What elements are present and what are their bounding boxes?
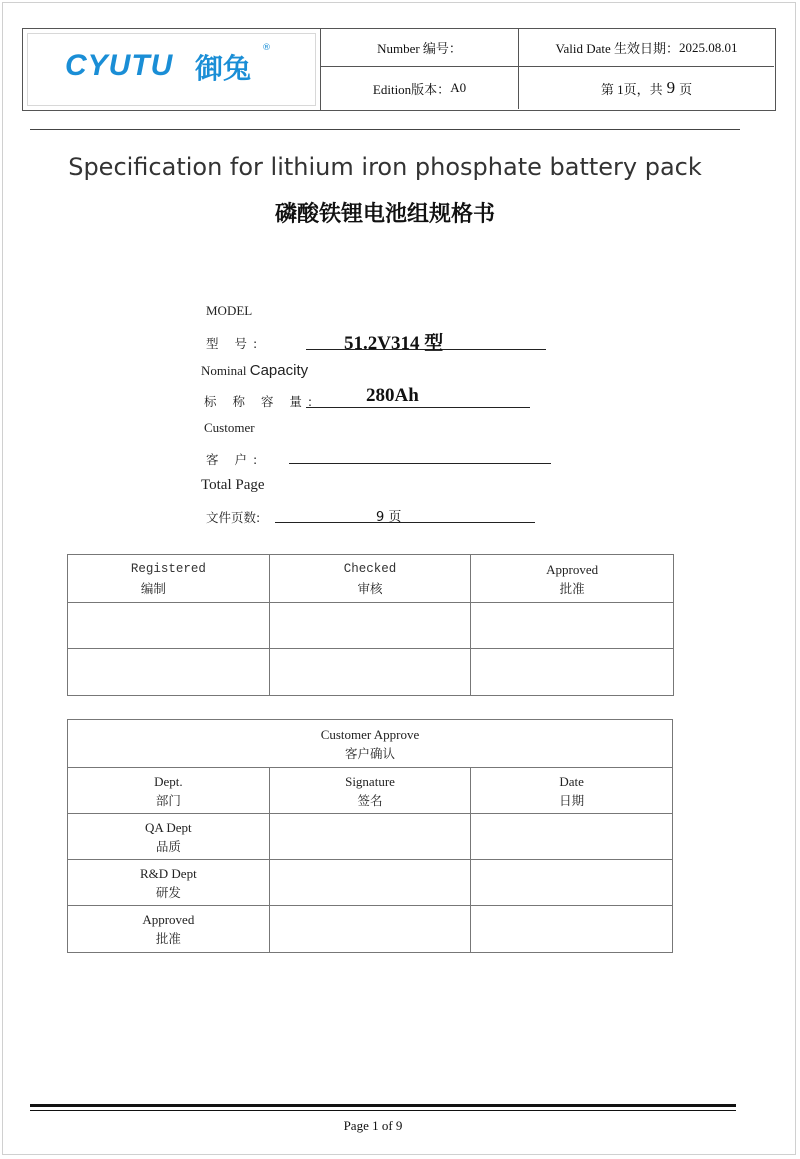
dept-cell — [68, 906, 270, 953]
dept-name-en: R&D Dept — [139, 865, 197, 881]
document-title-en: Specification for lithium iron phosphate battery pack — [68, 153, 702, 181]
header-divider — [30, 129, 740, 130]
dept-cell — [68, 814, 270, 860]
model-label-en: MODEL — [206, 303, 253, 318]
signature-label-cn: 签名 — [357, 792, 383, 808]
dept-name-cn: 研发 — [155, 884, 181, 900]
valid-date-value: 2025.08.01 — [678, 39, 738, 55]
dept-label-en: Dept. — [154, 773, 183, 789]
table-row — [68, 603, 674, 649]
page-count-total: 9 — [666, 78, 676, 97]
checked-label-en: Checked — [343, 561, 397, 576]
dept-name-en: QA Dept — [145, 819, 192, 835]
total-page-label-cn: 文件页数: — [206, 510, 261, 525]
dept-name-en: Approved — [142, 912, 195, 927]
capacity-underline — [306, 407, 530, 408]
customer-approve-title — [68, 720, 673, 768]
table-row — [68, 814, 673, 860]
table-row — [68, 649, 674, 696]
dept-cell — [68, 860, 270, 906]
date-cell[interactable] — [471, 814, 673, 860]
signature-header — [269, 768, 471, 814]
company-logo-cn: 御兔 — [195, 52, 252, 85]
signature-cell[interactable] — [471, 603, 674, 649]
registered-mark: ® — [262, 43, 271, 53]
signature-cell[interactable] — [269, 906, 471, 953]
signature-label-en: Signature — [345, 773, 395, 789]
page-footer: Page 1 of 9 — [343, 1118, 403, 1133]
sign-off-header-row — [68, 555, 674, 603]
model-label-cn: 型 号: — [206, 336, 264, 351]
signature-cell[interactable] — [269, 603, 471, 649]
model-value: 51.2V314 型 — [344, 333, 444, 354]
footer-divider-thick — [30, 1104, 736, 1107]
date-header — [471, 768, 673, 814]
company-logo: CYUTU — [65, 49, 174, 82]
signature-cell[interactable] — [471, 649, 674, 696]
capacity-value: 280Ah — [366, 385, 419, 406]
date-cell[interactable] — [471, 906, 673, 953]
customer-approve-title-cn: 客户确认 — [344, 745, 395, 761]
customer-label-en: Customer — [204, 420, 255, 435]
approved-label-en: Approved — [546, 561, 599, 577]
signature-cell[interactable] — [68, 649, 270, 696]
customer-label-cn: 客 户: — [206, 452, 264, 467]
signature-cell[interactable] — [68, 603, 270, 649]
dept-header — [68, 768, 270, 814]
table-row — [68, 860, 673, 906]
checked-header — [269, 555, 471, 603]
signature-cell[interactable] — [269, 649, 471, 696]
total-page-underline — [275, 522, 535, 523]
sign-off-table — [67, 554, 674, 696]
valid-date-label: Valid Date 生效日期： — [555, 41, 679, 56]
number-cell — [321, 29, 519, 67]
customer-approve-title-en: Customer Approve — [320, 726, 420, 742]
edition-value: A0 — [450, 80, 467, 95]
registered-label-en: Registered — [130, 561, 206, 576]
total-page-label-en: Total Page — [201, 477, 265, 493]
page-count-cell — [519, 67, 774, 109]
footer-divider-thin — [30, 1110, 736, 1111]
capacity-label-word: Capacity — [249, 362, 309, 379]
approved-header — [471, 555, 674, 603]
date-label-en: Date — [559, 773, 584, 789]
date-cell[interactable] — [471, 860, 673, 906]
dept-name-cn: 品质 — [155, 838, 181, 854]
customer-approve-table — [67, 719, 673, 953]
valid-date-cell — [519, 29, 774, 67]
signature-cell[interactable] — [269, 860, 471, 906]
logo-cell — [23, 29, 321, 110]
registered-header — [68, 555, 270, 603]
customer-approve-header-row — [68, 768, 673, 814]
customer-underline — [289, 463, 551, 464]
document-header — [22, 28, 776, 111]
total-page-value: 9 页 — [376, 510, 402, 525]
checked-label-cn: 审核 — [357, 580, 383, 596]
number-label: Number 编号： — [377, 41, 462, 56]
page-count-suffix: 页 — [679, 81, 693, 97]
document-title-cn: 磷酸铁锂电池组规格书 — [274, 202, 495, 227]
registered-label-cn: 编制 — [140, 580, 166, 596]
capacity-label-prefix: Nominal — [201, 363, 247, 378]
signature-cell[interactable] — [269, 814, 471, 860]
dept-label-cn: 部门 — [155, 792, 181, 808]
edition-cell — [321, 67, 519, 109]
date-label-cn: 日期 — [559, 792, 585, 808]
dept-name-cn: 批准 — [155, 931, 181, 946]
page-count-prefix: 第 1页，共 — [600, 81, 663, 97]
capacity-label-en — [201, 362, 308, 379]
customer-approve-title-row — [68, 720, 673, 768]
capacity-label-cn: 标 称 容 量: — [204, 394, 319, 409]
approved-label-cn: 批准 — [559, 580, 585, 596]
table-row — [68, 906, 673, 953]
edition-label: Edition版本： — [372, 81, 451, 97]
